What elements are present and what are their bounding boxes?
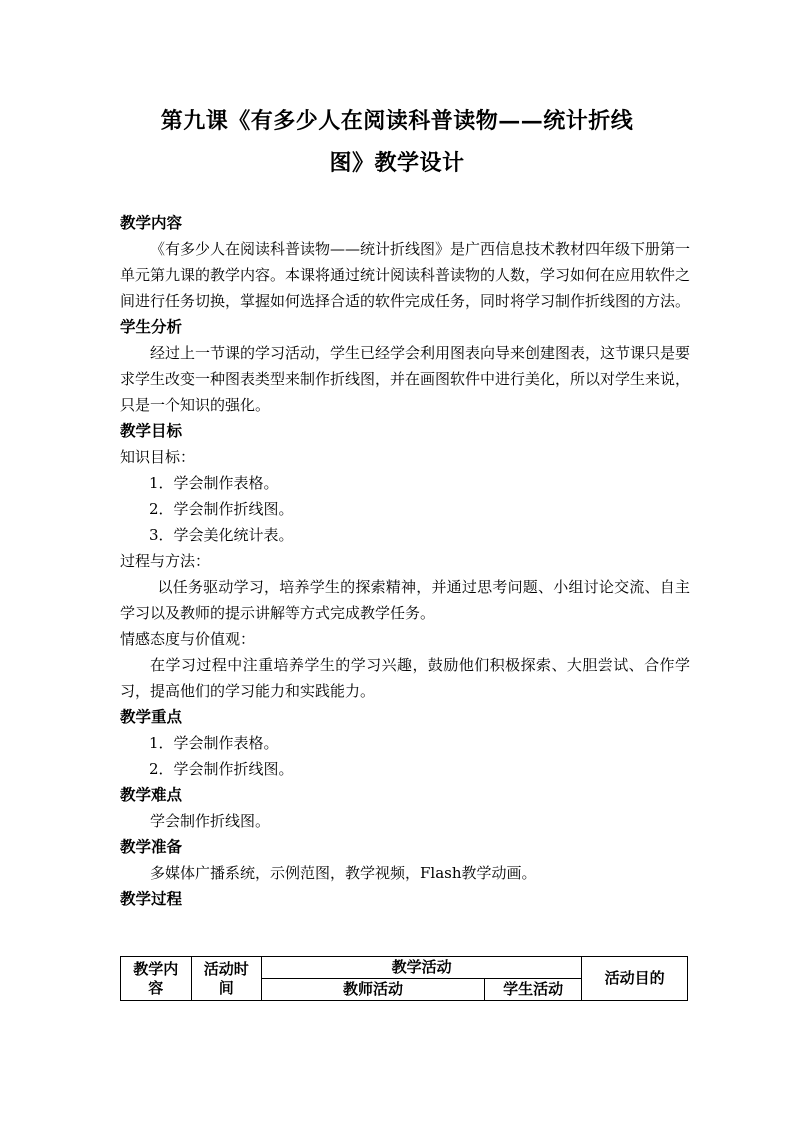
section-heading-key: 教学重点 xyxy=(120,707,183,726)
page-title-line-2: 图》教学设计 xyxy=(329,150,465,176)
method-paragraph: 以任务驱动学习，培养学生的探索精神，并通过思考问题、小组讨论交流、自主学习以及教师的提示讲解等方式完成教学任务。 xyxy=(120,578,690,622)
analysis-paragraph: 经过上一节课的学习活动，学生已经学会利用图表向导来创建图表，这节课只是要求学生改变一种图表类型来制作折线图，并在画图软件中进行美化，所以对学生来说，只是一个知识的强化。 xyxy=(120,344,691,414)
difficulty-paragraph: 学会制作折线图。 xyxy=(150,812,271,830)
knowledge-item: 2．学会制作折线图。 xyxy=(149,500,294,518)
section-heading-process: 教学过程 xyxy=(120,889,183,908)
header-cell-content: 教学内容 xyxy=(121,957,192,1001)
section-heading-difficulty: 教学难点 xyxy=(120,785,183,804)
emotion-paragraph: 在学习过程中注重培养学生的学习兴趣，鼓励他们积极探索、大胆尝试、合作学习，提高他们的学习能力和实践能力。 xyxy=(120,656,690,700)
knowledge-item: 3．学会美化统计表。 xyxy=(149,526,294,544)
section-heading-content: 教学内容 xyxy=(120,213,183,232)
page-title-line-1: 第九课《有多少人在阅读科普读物——统计折线 xyxy=(160,108,634,134)
section-heading-analysis: 学生分析 xyxy=(120,317,183,336)
section-heading-goals: 教学目标 xyxy=(120,421,183,440)
content-paragraph: 《有多少人在阅读科普读物——统计折线图》是广西信息技术教材四年级下册第一单元第九课的教学内容。本课将通过统计阅读科普读物的人数，学习如何在应用软件之间进行任务切换，掌握如何选择合适的软件完成任务，同时将学习制作折线图的方法。 xyxy=(120,240,691,310)
header-cell-purpose: 活动目的 xyxy=(582,957,688,1001)
key-item: 2．学会制作折线图。 xyxy=(149,760,294,778)
header-cell-time: 活动时间 xyxy=(191,957,262,1001)
header-cell-teacher: 教师活动 xyxy=(262,979,485,1001)
document-body xyxy=(120,210,690,912)
process-table xyxy=(120,956,688,1001)
knowledge-item: 1．学会制作表格。 xyxy=(149,474,279,492)
section-heading-prep: 教学准备 xyxy=(120,837,183,856)
table-header-row xyxy=(121,957,688,979)
header-cell-activity: 教学活动 xyxy=(262,957,582,979)
prep-paragraph: 多媒体广播系统，示例范图，教学视频，Flash教学动画。 xyxy=(150,864,537,882)
emotion-label: 情感态度与价值观： xyxy=(120,630,256,648)
knowledge-label: 知识目标： xyxy=(120,448,196,466)
method-label: 过程与方法： xyxy=(120,552,211,570)
key-item: 1．学会制作表格。 xyxy=(149,734,279,752)
header-cell-student: 学生活动 xyxy=(484,979,581,1001)
